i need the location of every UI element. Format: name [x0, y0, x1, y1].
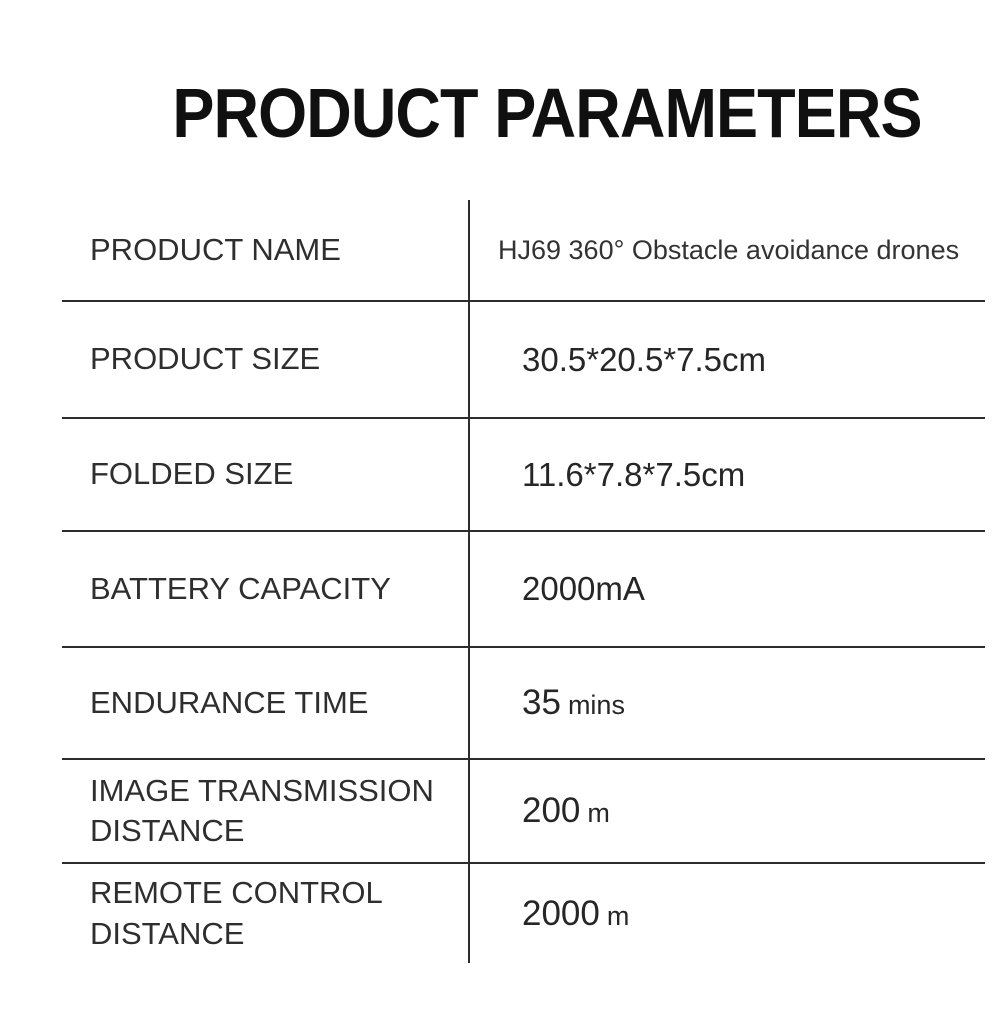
column-divider-line: [468, 200, 470, 963]
row-label: ENDURANCE TIME: [90, 684, 369, 720]
image-transmission-distance-value: 200: [522, 791, 581, 830]
endurance-time-unit: mins: [567, 690, 625, 720]
row-label: FOLDED SIZE: [90, 456, 294, 492]
product-size-value: 30.5*20.5*7.5cm: [522, 340, 767, 378]
row-value: [468, 864, 985, 963]
row-label: PRODUCT NAME: [90, 231, 341, 267]
table-row: [62, 646, 985, 758]
row-label: IMAGE TRANSMISSION DISTANCE: [90, 772, 434, 848]
row-label: BATTERY CAPACITY: [90, 570, 391, 606]
row-label: REMOTE CONTROL DISTANCE: [90, 875, 382, 951]
table-row: [62, 758, 985, 862]
row-value: [468, 419, 985, 530]
remote-control-distance-value: 2000: [522, 893, 600, 933]
image-transmission-distance-unit: m: [587, 798, 610, 828]
page-title: PRODUCT PARAMETERS: [172, 74, 922, 152]
table-row: [62, 862, 985, 963]
row-value: [468, 532, 985, 646]
row-value: [468, 200, 985, 300]
table-row: [62, 530, 985, 646]
remote-control-distance-unit: m: [606, 900, 630, 931]
row-value: [468, 760, 985, 862]
folded-size-value: 11.6*7.8*7.5cm: [522, 455, 746, 493]
table-row: [62, 417, 985, 530]
row-value: [468, 302, 985, 417]
endurance-time-value: 35: [522, 683, 561, 722]
row-value: [468, 648, 985, 758]
table-row: [62, 200, 985, 300]
product-name-value: HJ69 360° Obstacle avoidance drones: [498, 234, 960, 265]
table-row: [62, 300, 985, 417]
row-label: PRODUCT SIZE: [90, 341, 321, 377]
product-parameters-table: [62, 200, 985, 963]
battery-capacity-value: 2000mA: [522, 570, 645, 607]
